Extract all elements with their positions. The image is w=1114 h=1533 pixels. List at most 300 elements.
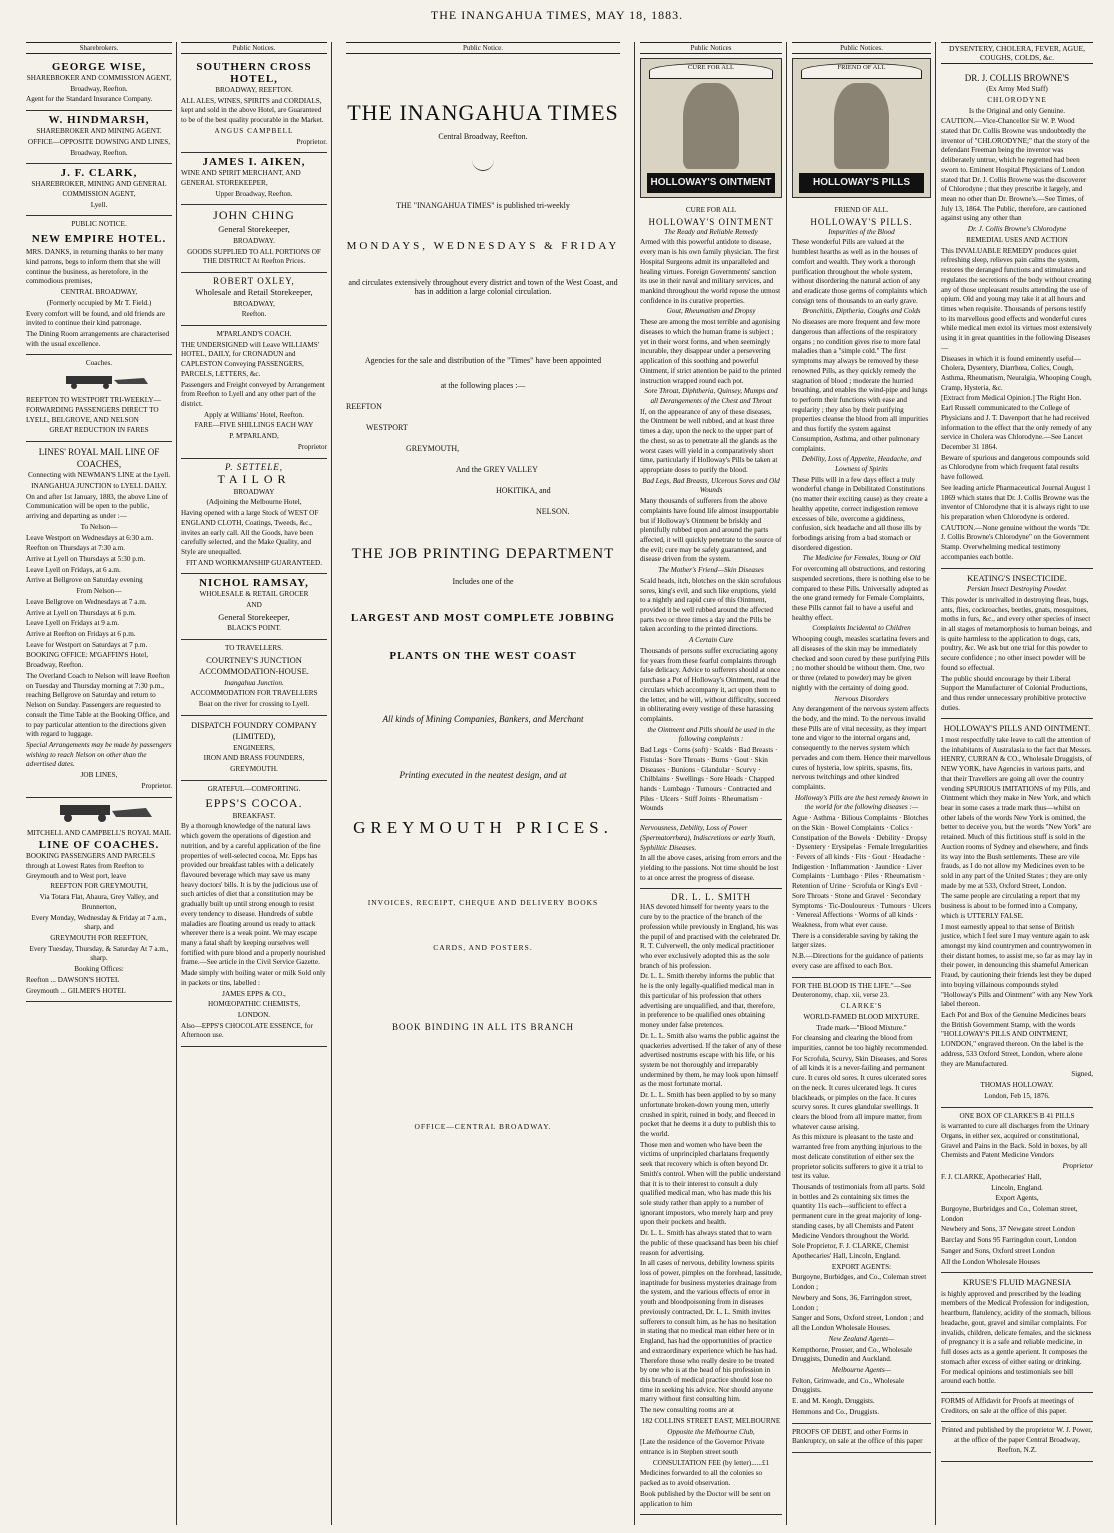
ad-text: JOB LINES, [80, 771, 118, 780]
ad-text: The new consulting rooms are at [640, 1406, 735, 1415]
notice-text: and circulates extensively throughout every district and town of the West Coast, and has in addition a large colonial circulation. [348, 278, 618, 296]
notice-text: INVOICES, RECEIPT, CHEQUE AND DELIVERY BOOKS [367, 898, 599, 907]
ad-text: Trade mark—"Blood Mixture." [816, 1023, 907, 1032]
coach-illustration-icon [26, 801, 166, 823]
ad-title: NEW EMPIRE HOTEL. [31, 233, 167, 246]
ad-text: In all the above cases, arising from errors and the yielding to the passions. Not time should be lost to at once arrest the progress of disease. [640, 854, 782, 882]
ad-text: Via Totara Flat, Ahaura, Grey Valley, and Brunnerton, [39, 893, 159, 911]
ad-text: FARE—FIVE SHILLINGS EACH WAY [194, 421, 314, 430]
ad-text: HOMŒOPATHIC CHEMISTS, [208, 1000, 300, 1009]
ad-text: This powder is unrivalled in destroying fleas, bugs, ants, flies, cockroaches, beetles, gnats, mosquitoes, moths in furs, &c., and every other species of insect in all stages of metamorphosis to human beings, and is quite harmless to the application to dogs, cats, poultry, &c. We ask but one trial for this powder to secure confidence ; no other insect powder will be found so effectual. [941, 595, 1092, 672]
ad-title: COURTNEY'S JUNCTION ACCOMMODATION-HOUSE. [199, 654, 309, 677]
ad-text: FIT AND WORKMANSHIP GUARANTEED. [185, 558, 323, 567]
ad-text: Whooping cough, measles scarlatina fevers and all diseases of the skin may be immediately checked and soon cured by these purifying Pills ; no mother should be without them. One, two or three (related to powder) may be given nightly with the certainty of doing good. [792, 635, 930, 692]
ad-keating [941, 569, 1093, 720]
banner-text: FRIEND OF ALL [837, 64, 886, 71]
timetable-row: Leave Bellgrove on Wednesdays at 7 a.m. [26, 597, 147, 606]
ad-address: GREYMOUTH. [230, 765, 278, 774]
ad-text: The Dining Room arrangements are characterised with the usual excellence. [26, 329, 170, 348]
ad-text: Many thousands of sufferers from the above complaints have found life almost insupportable but if Holloway's Ointment be briskly and plentifully rubbed upon and around the parts affected, it will quickly penetrate to the source of the evil; cure may be safely guaranteed, and disease driven from the system. [640, 497, 782, 564]
ad-text: The public should encourage by their Liberal Support the Manufacturer of Colonial Productions, and thus render unnecessary prohibitive protective duties. [941, 674, 1088, 712]
ad-text: I most earnestly appeal to that sense of British justice, which I feel sure I may venture again to ask amongst my kind countrymen and countrywomen in their distant homes, to assist me, so far as may lay in their power, in denouncing this shameful American Fraud, by cautioning their friends lest they be duped into buying villainous compounds styled "Holloway's Pills and Ointment" with any New York label thereon. [941, 922, 1093, 1009]
holloway-pills-illustration [792, 58, 931, 198]
ad-text: Proprietor [1062, 1162, 1093, 1171]
timetable-row: Leave Westport on Wednesdays at 6:30 a.m. [26, 533, 154, 542]
ad-text: CURE FOR ALL [685, 206, 737, 214]
ad-text: WINE AND SPIRIT MERCHANT, AND GENERAL STOREKEEPER, [181, 169, 301, 188]
timetable-row: Leave Lyell on Fridays, at 6 a.m. [26, 565, 121, 574]
ad-text: Dr. L. L. Smith has been applied to by so many unfortunate broken-down young men, utterly crushed in spirit, ruined in body, and fleeced in pocket that he deems it a duty to publish this to the world. [640, 1091, 776, 1138]
column-rule [634, 42, 635, 1525]
ad-text: These wonderful Pills are valued at the humblest hearths as well as in the houses of comfort and wealth. They work a thorough purification throughout the whole system, without disordering the natural action of any and eradicate those germs of complaints which consign tens of thousands to an early grave. [792, 238, 927, 305]
ad-text: CAUTION.—Vice-Chancellor Sir W. P. Wood stated that Dr. Collis Browne was undoubtedly the inventor of "CHLORODYNE;" that the story of the defendant Freeman being the inventor was deliberately untrue, which he regretted had been sworn to. Eminent Hospital Physicians of London stated that Dr. J. Collis Browne was the discoverer of Chlorodyne ; that they prescribe it largely, and mean no other than Dr. Browne's.—See Times, of July 13, 1864. The Public, therefore, are cautioned against using any other than [941, 117, 1090, 223]
ad-text: [Late the residence of the Governor Private entrance is in Stephen street south [640, 1438, 765, 1456]
ad-subhead: Sore Throat, Diphtheria, Quinsey, Mumps and all Derangements of the Chest and Throat [644, 387, 778, 405]
notice-heading: PLANTS ON THE WEST COAST [389, 650, 577, 662]
ad-text: is warranted to cure all discharges from the Urinary Organs, in either sex, acquired or constitutional, Gravel and Pains in the Back. Sold in boxes, by all Chemists and Patent Medicine Vendors [941, 1122, 1090, 1160]
ad-text: HAS devoted himself for twenty years to the cure by to the practice of the branch of the profession while previously in England, his was the pupil of and practised with the celebrated Dr. R. T. Culverwell, the only medical practitioner who ever exclusively adopted this as the sole branch of his profession. [640, 903, 781, 970]
ad-desc: SHAREBROKER AND MINING AGENT. [36, 127, 162, 136]
ad-oxley [181, 273, 327, 326]
ad-text: Any derangement of the nervous system affects the body, and the mind. To the nervous invalid these Pills are of vital necessity, as they impart tone and vigor to the internal organs and, consequently to the nerves system which pervades and com them. Hence their marvellous cures of hysteria, low spirits, spasms, fits, nervous twitchings and other kindred complaints. [792, 705, 931, 791]
column-central-notice [332, 42, 634, 1525]
column-head: Public Notices. [181, 42, 327, 54]
ad-text: For overcoming all obstructions, and restoring suspended secretions, there is nothing else to be compared to these Pills. Universally adopted as the one grand remedy for Female Complaints, these Pills cannot fail to have a useful and healthy effect. [792, 565, 930, 622]
ad-subhead: the Ointment and Pills should be used in the following complaints : [647, 725, 775, 744]
ad-text: F. J. CLARKE, Apothecaries' Hall, [941, 1172, 1042, 1181]
ad-list: Ague · Asthma · Bilious Complaints · Blotches on the Skin · Bowel Complaints · Colics · Constipation of the Bowels · Debility · Dropsy · Dysentery · Erysipelas · Female Irregularities · Fevers of all kinds · Fits · Gout · Headache · Indigestion · Inflammation · Jaundice · Liver Complaints · Lumbago · Piles · Rheumatism · Retention of Urine · Scrofula or King's Evil · Sore Throats · Stone and Gravel · Secondary Symptoms · Tic-Douloureux · Tumours · Ulcers · Venereal Affections · Worms of all kinds · Weakness, from what ever cause. [792, 814, 931, 930]
ad-ramsay [181, 574, 327, 640]
column-sharebrokers [22, 42, 176, 1525]
ad-text: Special Arrangements may be made by passengers wishing to reach Nelson on other than the advertised dates. [26, 740, 172, 769]
ad-text: Medicines forwarded to all the colonies so packed as to avoid observation. [640, 1469, 763, 1488]
ad-text: In all cases of nervous, debility lowness spirits loss of power, pimples on the forehead, lassitude, inaptitude for business mysteries drainage from the system, and the various effects of error in youth and bloodpoisoning from in diseases previously contracted, Dr. L. L. Smith invites sufferers to consult him, as he has no hesitation in stating that no medical man either here or in England, has had the opportunities of practice and extraordinary experience which he has had. Therefore those who really desire to be treated by one who is at the head of his profession in this branch of medical practice should lose no time in seeking his advice. Nor should anyone marry without first consulting him. [640, 1259, 782, 1404]
ad-title: LINES' ROYAL MAIL LINE OF COACHES, [38, 446, 160, 470]
ad-title: HOLLOWAY'S PILLS AND OINTMENT. [943, 723, 1091, 734]
section-head: PUBLIC NOTICE. [71, 220, 127, 229]
agency-place: REEFTON [346, 402, 382, 411]
ad-text: GRATEFUL—COMFORTING. [207, 784, 301, 793]
ad-text: Burgoyne, Burbridges and Co., Coleman street, London [941, 1204, 1078, 1223]
ad-title: LINE OF COACHES. [38, 839, 160, 852]
ad-text: Dr. L. L. Smith has always stated that to warn the public of these quacksand has been his chief reason for advertising. [640, 1229, 779, 1257]
agency-list [346, 402, 620, 516]
ad-hindmarsh [26, 111, 172, 164]
ad-text: Each Pot and Box of the Genuine Medicines bears the British Government Stamp, with the words "HOLLOWAY'S PILLS AND OINTMENT, LONDON," engraved thereon. On the label is the address, 533 Oxford Street, London, where alone they are Manufactured. [941, 1011, 1086, 1068]
ad-text: BOOKING PASSENGERS AND PARCELS through at Lowest Rates from Reefton to Greymouth and to West port, leave [26, 852, 156, 880]
timetable-row: Arrive at Lyell on Thursdays at 5:30 p.m. [26, 555, 146, 563]
agency-place: And the GREY VALLEY [456, 465, 538, 474]
ad-text: FOR THE BLOOD IS THE LIFE."—See Deuteronomy, chap. xii, verse 23. [792, 981, 912, 1000]
allegorical-figure-icon [834, 83, 889, 169]
ad-text: Is the Original and only Genuine. [968, 106, 1066, 115]
ad-text: Melbourne Agents— [831, 1365, 892, 1374]
ad-address: Upper Broadway, Reefton. [215, 189, 293, 198]
timetable-row: Arrive at Lyell on Thursdays at 6 p.m. [26, 608, 136, 617]
ad-text: Hemmons and Co., Druggists. [792, 1407, 880, 1416]
ad-kruse-magnesia [941, 1273, 1093, 1393]
ad-desc: WHOLESALE & RETAIL GROCER [199, 590, 309, 599]
notice-text: Agencies for the sale and distribution of the "Times" have been appointed [364, 356, 602, 365]
ad-text: Nervousness, Debility, Loss of Power (Spermatorrhœa), Indiscretions or early Youth, Syphilitic Diseases. [640, 824, 776, 852]
ad-text: If, on the appearance of any of these diseases, the Ointment be well rubbed, and at least three times a day, upon the neck to the upper part of the chest, so as to penetrate all the glands as the worst cases will yield in a comparatively short time, particularly if Holloway's Pills be taken at appropriate doses to purify the blood. [640, 407, 778, 474]
ad-title: KRUSE'S FLUID MAGNESIA [962, 1277, 1072, 1288]
ad-text: From Nelson— [76, 587, 122, 596]
ad-address: Broadway, Reefton. [70, 84, 128, 93]
ad-text: Proprietor. [141, 781, 172, 790]
column-head: Public Notice. [346, 42, 620, 54]
ad-address: Broadway, Reefton. [70, 148, 128, 157]
ad-text: is highly approved and prescribed by the leading members of the Medical Profession for indigestion, heartburn, flatulency, acidity of the stomach, bilious headache, gout, gravel and similar complaints. For invalids, children, delicate females, and the sickness of pregnancy it is a safe and reliable medicine, in full doses acts as a gentle aperient. It composes the stomach after excess of either eating or drinking. For medical opinions and testimonials see bill around each bottle. [941, 1289, 1092, 1386]
coach-illustration-icon [26, 370, 166, 390]
ad-text: There is a considerable saving by taking the larger sizes. [792, 931, 919, 950]
ad-desc: SHAREBROKER AND COMMISSION AGENT, [26, 74, 172, 82]
ad-text: REEFTON FOR GREYMOUTH, [50, 882, 148, 891]
ad-text: Armed with this powerful antidote to disease, every man is his own family physician. The first Hospital Surgeons admit its unparalleled and healing virtues. Foreign Governments' sanction its use in their naval and military services, and mankind throughout the world repose the utmost confidence in its curative properties. [640, 238, 781, 305]
ad-text: Connecting with NEWMAN'S LINE at the Lyell. [27, 471, 171, 480]
notice-text: CARDS, AND POSTERS. [433, 943, 533, 952]
ad-text: (Ex Army Med Staff) [986, 85, 1048, 94]
ad-mparland [181, 326, 327, 459]
ad-southern-cross [181, 58, 327, 153]
column-head: DYSENTERY, CHOLERA, FEVER, AGUE, COUGHS, COLDS, &c. [941, 42, 1093, 64]
ad-settele [181, 459, 327, 575]
ad-title: HOLLOWAY'S PILLS. [810, 216, 913, 227]
ad-subhead: REMEDIAL USES AND ACTION [966, 235, 1068, 244]
illustration-label: HOLLOWAY'S OINTMENT [647, 173, 775, 193]
column-rule [935, 42, 936, 1525]
ad-subhead: Impurities of the Blood [828, 227, 895, 236]
ad-text: ANGUS CAMPBELL [214, 126, 294, 135]
ad-text: ACCOMMODATION FOR TRAVELLERS [190, 689, 318, 698]
ad-text: Also—EPPS'S CHOCOLATE ESSENCE, for Afternoon use. [181, 1021, 313, 1040]
section-head: Coaches. [85, 359, 113, 368]
ad-title: SOUTHERN CROSS HOTEL, [196, 61, 312, 85]
ad-text: EXPORT AGENTS: [831, 1262, 892, 1271]
ad-text: Export Agents, [995, 1194, 1039, 1203]
ad-desc: SHAREBROKER, MINING AND GENERAL COMMISSION AGENT, [31, 180, 167, 199]
ad-text: Proprietor [297, 442, 327, 451]
ad-proofs-of-debt [792, 1424, 931, 1453]
ad-clarke-pills [941, 1108, 1093, 1274]
ad-text: Reefton ... DAWSON'S HOTEL [26, 975, 120, 984]
ad-dispatch-foundry [181, 716, 327, 781]
ad-text: To Nelson— [80, 522, 118, 531]
job-printing-title: THE JOB PRINTING DEPARTMENT [351, 546, 615, 562]
ad-text: FORMS of Affidavit for Proofs at meetings of Creditors, on sale at the office of this paper. [941, 1396, 1075, 1415]
ad-holloway-warning [941, 719, 1093, 1107]
ad-text: JAMES EPPS & CO., [222, 989, 286, 998]
agency-place: WESTPORT [366, 423, 408, 432]
ad-title: EPPS'S COCOA. [205, 795, 303, 810]
ad-text: Sole Proprietor, F. J. CLARKE, Chemist Apothecaries' Hall, Lincoln, England. [792, 1242, 909, 1261]
ad-title: W. HINDMARSH, [48, 114, 150, 127]
timetable-row: Leave Lyell on Fridays at 9 a.m. [26, 619, 120, 628]
ad-text: CONSULTATION FEE (by letter)......£1 [652, 1458, 770, 1467]
holloway-ointment-illustration [640, 58, 782, 198]
ad-address: BROADWAY, REEFTON. [215, 86, 293, 94]
ad-text: Burgoyne, Burbidges, and Co., Coleman street London ; [792, 1273, 927, 1292]
ad-address: Opposite the Melbourne Club, [667, 1427, 755, 1436]
ad-title: DR. J. COLLIS BROWNE'S [964, 73, 1070, 83]
ad-lines-coaches [26, 442, 172, 798]
imprint [941, 1422, 1093, 1461]
ad-text: E. and M. Keogh, Druggists. [792, 1397, 875, 1406]
column-head: Sharebrokers. [26, 42, 172, 54]
column-head: Public Notices. [792, 42, 931, 54]
ad-text: GREAT REDUCTION IN FARES [49, 426, 149, 435]
ad-subhead: A Certain Cure [689, 636, 733, 645]
ad-text: Diseases in which it is found eminently useful—Cholera, Dysentery, Diarrhœa, Colics, Cough, Asthma, Rheumatism, Neuralgia, Whooping Cough, Cramp, Hysteria, &c. [941, 354, 1092, 392]
ad-text: (Adjoining the Melbourne Hotel, [206, 498, 302, 507]
ad-text: The same people are circulating a report that my business is about to be formed into a Company, which is UTTERLY FALSE. [941, 892, 1081, 920]
ad-text: (Formerly occupied by Mr T. Field.) [46, 298, 152, 307]
ad-subhead: The Medicine for Females, Young or Old [802, 554, 921, 563]
masthead: THE INANGAHUA TIMES, MAY 18, 1883. [430, 8, 684, 22]
column-head: Public Notices [640, 42, 782, 54]
ad-subhead: Nervous Disorders [834, 694, 889, 703]
notice-prices: GREYMOUTH PRICES. [353, 818, 613, 837]
ad-text: New Zealand Agents— [828, 1334, 895, 1343]
timetable-row: Arrive at Bellgrove on Saturday evening [26, 576, 143, 585]
ad-text: Barclay and Sons 95 Farringdon court, London [941, 1236, 1077, 1245]
ad-address: BLACK'S POINT. [227, 624, 281, 633]
column-holloway-ointment [636, 42, 786, 1525]
ad-subhead: Holloway's Pills are the best remedy known in the world for the following diseases :— [795, 793, 928, 812]
column-notices [177, 42, 331, 1525]
ad-address: Lyell. [90, 200, 108, 209]
allegorical-figure-icon [683, 83, 739, 169]
ad-desc: WORLD-FAMED BLOOD MIXTURE. [803, 1012, 920, 1021]
ad-text: On and after 1st January, 1883, the above Line of Communication will be open to the public, arriving and departing as under :— [26, 492, 168, 521]
ad-text: PROOFS OF DEBT, and other Forms in Bankruptcy, on sale at the office of this paper [792, 1427, 923, 1446]
ad-title: KEATING'S INSECTICIDE. [967, 572, 1067, 583]
ad-title: M'PARLAND'S COACH. [216, 330, 292, 338]
ad-text: Felton, Grimwade, and Co., Wholesale Druggists. [792, 1376, 905, 1395]
ad-desc: TAILOR [217, 471, 291, 486]
ad-text: INANGAHUA JUNCTION to LYELL DAILY. [31, 481, 167, 490]
timetable-row: Arrive at Reefton on Fridays at 6 p.m. [26, 630, 136, 639]
ad-text: BOOKING OFFICE: M'GAFFIN'S Hotel, Broadway, Reefton. [26, 651, 148, 670]
ad-text: CAUTION.—None genuine without the words "Dr. J. Collis Browne's Chlorodyne" on the Government Stamp. Overwhelming medical testimony accompanies each bottle. [941, 523, 1090, 561]
ad-subhead: The Mother's Friend—Skin Diseases [658, 566, 764, 575]
ad-address: Inangahua Junction. [224, 678, 284, 687]
ad-title: ONE BOX OF CLARKE'S B 41 PILLS [959, 1111, 1075, 1120]
ad-text: FRIEND OF ALL. [834, 206, 889, 214]
ad-text: Book published by the Doctor will be sent on application to him [640, 1489, 771, 1508]
illustration-label: HOLLOWAY'S PILLS [799, 173, 924, 193]
ad-address: LONDON. [237, 1011, 271, 1019]
ad-text: The Overland Coach to Nelson will leave Reefton on Tuesday and Thursday morning at 7:30 p.m., reaching Bellgrove on Saturday and return to Nelson on Sunday. Passengers are requested to consult the Time Table at the Booking Office, and to pay particular attention to the directions given with regard to luggage. [26, 671, 170, 739]
ad-subhead: Bad Legs, Bad Breasts, Ulcerous Sores and Old Wounds [642, 476, 780, 495]
ad-subhead: Debility, Loss of Appetite, Headache, and Lowness of Spirits [801, 455, 922, 473]
ad-title: ROBERT OXLEY, [213, 276, 295, 287]
ad-text: Having opened with a large Stock of WEST OF ENGLAND CLOTH, Coatings, Tweeds, &c., invites an early call. All the Goods, have been carefully selected, and the Make Quality, and Style are unequalled. [181, 509, 319, 556]
ad-text: GREYMOUTH FOR REEFTON, [50, 934, 148, 942]
ad-title: HOLLOWAY'S OINTMENT [648, 216, 774, 227]
ad-text: By a thorough knowledge of the natural laws which govern the operations of digestion and nutrition, and by a careful application of the fine properties of well-selected cocoa, Mr. Epps has provided our breakfast tables with a delicately flavoured beverage which may save us many heavy doctors' bills. It is by the judicious use of such articles of diet that a constitution may be gradually built up until strong enough to resist every tendency to disease. Hundreds of subtle maladies are floating around us ready to attack wherever there is a weak point. We may escape many a fatal shaft by keeping ourselves well fortified with pure blood and a properly nourished frame.—See article in the Civil Service Gazette. [181, 822, 326, 967]
ad-text: OFFICE—OPPOSITE DOWSING AND LINES, [27, 137, 171, 146]
ad-text: Boat on the river for crossing to Lyell. [198, 700, 310, 709]
ad-text: Thousands of persons suffer excruciating agony for years from these fearful complaints through false delicacy. Advice to sufferers should at once purchase a Pot of Holloway's Ointment, read the circulars which accompany it, act upon them to the letter, and he will, without difficulty, succeed in obliterating every vestige of these harassing complaints. [640, 646, 781, 723]
ad-title: JAMES I. AIKEN, [202, 156, 306, 169]
ad-desc: General Storekeeper, [218, 224, 290, 235]
ad-text: This INVALUABLE REMEDY produces quiet refreshing sleep, relieves pain calms the system, restores the deranged functions and stimulates and regulates the secretions of the body without creating any of those unpleasant results attending the use of opium. Old and young may take it at all hours and times when requisite. Thousands of persons testify to its marvellous good effects and wonderful cures while medical men extol its virtues most extensively using it in great quantities in the following Diseases— [941, 246, 1093, 352]
ad-text: Sanger and Sons, Oxford street, London ; and all the London Wholesale Houses. [792, 1314, 924, 1333]
ad-mitchell-campbell [26, 798, 172, 1003]
ad-john-ching [181, 205, 327, 273]
ad-text: Kempthorne, Prosser, and Co., Wholesale Druggists, Dunedin and Auckland. [792, 1345, 913, 1364]
ad-address: BROADWAY. [233, 236, 275, 245]
ad-list: Bad Legs · Corns (soft) · Scalds · Bad Breasts · Fistulas · Sore Throats · Burns · Gout · Skin Diseases · Bunions · Glandular · Scurvy · Chilblains · Swellings · Sore Heads · Chapped hands · Lumbago · Tumours · Contracted and Piles · Ulcers · Stiff Joints · Rheumatism · Wounds [640, 746, 778, 813]
ad-text: Greymouth ... GILMER'S HOTEL [26, 986, 126, 995]
notice-text: at the following places :— [440, 381, 526, 390]
ad-text: Every Monday, Wednesday & Friday at 7 a.m., sharp, and [31, 913, 167, 932]
ad-address: CENTRAL BROADWAY, [60, 288, 138, 297]
ad-text: Dr. L. L. Smith also warns the public against the quackeries advertised. If the taker of any of these advertised nostrums escape with his life, or his system be not thoroughly and irreparably undermined by them, he may look upon himself as the most fortunate mortal. [640, 1031, 782, 1089]
banner-text: CURE FOR ALL [687, 64, 735, 71]
ad-text: REEFTON TO WESTPORT TRI-WEEKLY—FORWARDING PASSENGERS DIRECT TO LYELL, BELGROVE, AND NELSON [26, 396, 161, 424]
ad-empire-hotel [26, 216, 172, 355]
ad-forms [941, 1393, 1093, 1422]
ad-clark [26, 164, 172, 216]
ad-nervous [640, 820, 782, 889]
notice-text: BOOK BINDING IN ALL ITS BRANCH [392, 1022, 574, 1032]
newspaper-address: Central Broadway, Reefton. [438, 132, 528, 141]
ad-text: As this mixture is pleasant to the taste and warranted free from anything injurious to the most delicate constitution of either sex the proprietor solicits sufferers to give it a trial to test its value. [792, 1133, 923, 1181]
ad-title: DR. L. L. SMITH [671, 892, 751, 903]
ad-address: 182 COLLINS STREET EAST, MELBOURNE [641, 1416, 781, 1425]
banner-icon [801, 63, 922, 79]
ad-text: Proprietor. [296, 137, 327, 146]
agency-place: NELSON. [536, 507, 570, 516]
ad-text: These Pills will in a few days effect a truly wonderful change in Debilitated Constitutions (no matter their exciting cause) as they create a healthy appetite, correct indigestion remove excesses of bile, overcome a giddiness, confusion, sick headache and all those ills by forbodings arising from a bad stomach or disordered digestion. [792, 475, 928, 552]
notice-office: OFFICE—CENTRAL BROADWAY. [414, 1122, 552, 1131]
ad-text: Thousands of testimonials from all parts. Sold in bottles and 2s containing six times the quantity 11s each—sufficient to effect a permanent cure in the great majority of long-standing cases, by all Chemists and Patent Medicine Vendors throughout the World. [792, 1183, 925, 1240]
newspaper-title: THE INANGAHUA TIMES [347, 100, 619, 125]
ad-title: NICHOL RAMSAY, [199, 577, 309, 590]
ad-text: No diseases are more frequent and few more dangerous than affections of the respiratory organs ; no condition gives rise to more fatal maladies than a "simple cold." The first symptoms may always be removed by these renowned Pills, as they quickly remedy the stagnation of blood ; moderate the hurried breathing, and enables the wind-pipe and lungs to perform their functions with ease and regularity ; they also by their purifying properties cleanse the blood from all impurities and thus fortify the system against Consumption, Asthma, and other pulmonary complaints. [792, 318, 929, 453]
ad-text: P. M'PARLAND, [229, 432, 279, 441]
ad-text: N.B.—Directions for the guidance of patients every case are affixed to each Box. [792, 952, 924, 970]
ad-text: Newbery and Sons, 37 Newgate street London [941, 1225, 1075, 1234]
ad-title: JOHN CHING [213, 208, 295, 223]
ad-desc: Wholesale and Retail Storekeeper, [195, 287, 313, 298]
banner-icon [649, 63, 773, 79]
ad-text: Passengers and Freight conveyed by Arrangement from Reefton to Lyell and any other part of the district. [181, 380, 325, 409]
notice-text: THE "INANGAHUA TIMES" is published tri-weekly [396, 201, 570, 210]
ad-text: See leading article Pharmaceutical Journal August 1 1869 which states that Dr. J. Collis Browne was the inventor of Chlorodyne that it is always right to use his preparation when Chlorodyne is ordered. [941, 483, 1091, 522]
ad-clarke-blood-mixture [792, 978, 931, 1424]
ad-text: Every Tuesday, Thursday, & Saturday At 7 a.m., sharp. [29, 944, 169, 963]
agency-place: GREYMOUTH, [406, 444, 460, 453]
ad-text: Those men and women who have been the victims of unprincipled charlatans frequently seek that recovery which is often beyond Dr. Smith's control. When will the public understand that it is to their interest to consult a duly qualified medical man, who has made this his sole study rather than apply to a number of ignorant impostors, who merely harp and prey upon their pockets and health. [640, 1140, 781, 1227]
ad-george-wise [26, 58, 172, 111]
ad-text: For Scrofula, Scurvy, Skin Diseases, and Sores of all kinds it is a never-failing and permanent cure. It cures old sores. It cures ulcerated sores on the neck. It cures ulcerated legs. It cures blackheads, or pimples on the face. It cures scurvy sores. It cures glandular swellings. It clears the blood from all impure matter, from whatever cause arising. [792, 1054, 928, 1131]
ad-text: MITCHELL AND CAMPBELL'S ROYAL MAIL [26, 828, 172, 837]
ad-text: TO TRAVELLERS. [225, 644, 283, 652]
ad-text: I most respectfully take leave to call the attention of the inhabitants of Australasia to the fact that Messrs. HENRY, CURRAN & CO., Wholesale Druggists, of NEW YORK, have Agencies in various parts, and that their Travellers are going all over the country vending SPURIOUS IMITATIONS of my Pills, and Ointment which they make in New York, and which bear in some cases a trade mark thus—whilst on other labels of the words New York is omitted, the better to deceive you, but the words "New York" are retained. Much of this fictitious stuff is sold in the Auction rooms of Sydney and elsewhere, and finds its way into the Bush settlements. These are vile frauds, as I do not allow my Medicines even to be sold in any part of the United States ; they are only made by me at 533, Oxford Street, London. [941, 735, 1093, 890]
agency-place: HOKITIKA, and [496, 486, 551, 495]
ad-epps-cocoa [181, 781, 327, 1047]
notice-days: MONDAYS, WEDNESDAYS & FRIDAY [346, 240, 620, 252]
ad-text: These are among the most terrible and agonising diseases to which the human frame is subject ; yet in their worst forms, and when seemingly incurable, they disappear under a persevering application of this soothing and powerful Ointment, if strict attention be paid to the printed instruction wrapped round each pot. [640, 318, 782, 385]
ad-subhead: Dr. J. Collis Browne's Chlorodyne [967, 225, 1067, 234]
ad-desc: Persian Insect Destroying Powder. [967, 585, 1067, 594]
ad-text: Scald heads, itch, blotches on the skin scrofulous sores, king's evil, and such like eruptions, yield to a nightly and rapid cure of this Ointment, provided it be well rubbed around the affected parts two or three times a day and the Pills be taken according to the printed directions. [640, 576, 782, 634]
ad-text: [Extract from Medical Opinion.] The Right Hon. Earl Russell communicated to the College of Physicians and J. T. Davenport that he had received information to the effect that the only remedy of any service in Cholera was Chlorodyne.—See Lancet December 31 1864. [941, 394, 1092, 452]
ad-subhead: The Ready and Reliable Remedy [664, 227, 758, 236]
ad-subhead: Gout, Rheumatism and Dropsy [666, 307, 756, 316]
ad-title: GEORGE WISE, [51, 61, 147, 73]
ad-text: Dr. L. L. Smith thereby informs the public that he is the only legally-qualified medical man in this particular of his profession that others advertising are unqualified, and that, therefore, in preference to be qualified ones obtaining money under false pretences. [640, 972, 775, 1030]
column-rule [786, 42, 787, 1525]
ad-text: MRS. DANKS, in returning thanks to her many kind patrons, begs to inform them that she will continue the business, as heretofore, in the commodious premises, [26, 248, 164, 286]
notice-heading: LARGEST AND MOST COMPLETE JOBBING [350, 612, 616, 624]
imprint-text: Printed and published by the proprietor W. J. Power, at the office of the paper Central Broadway, Reefton, N.Z. [941, 1426, 1093, 1454]
ad-dr-smith [640, 889, 782, 1515]
ad-holloway-pills [792, 202, 931, 978]
ad-title: CHLORODYNE [987, 95, 1047, 104]
ad-address: BROADWAY [233, 487, 275, 496]
ad-desc: BREAKFAST. [232, 811, 276, 820]
ornament-divider [472, 149, 494, 171]
ad-text: AND [246, 601, 262, 610]
ad-text: Made simply with boiling water or milk Sold only in packets or tins, labelled : [181, 969, 326, 987]
ad-address: Reefton. [241, 310, 267, 319]
ad-text: Newbery and Sons, 36, Farringdon street, London ; [792, 1293, 912, 1312]
notice-text: Printing executed in the neatest design, and at [399, 770, 567, 780]
ad-courtney [181, 640, 327, 716]
ad-text: Beware of spurious and dangerous compounds sold as Chlorodyne from which frequent fatal results have followed. [941, 453, 1090, 482]
ad-text: THE UNDERSIGNED will Leave WILLIAMS' HOTEL, DAILY, for CRONADUN and CAPLESTON Conveying PASSENGERS, PARCELS, LETTERS, &c. [181, 340, 320, 378]
ad-address: BROADWAY, [233, 299, 275, 308]
ad-text: Lincoln, England. [991, 1183, 1043, 1192]
ad-subhead: Complaints Incidental to Children [812, 624, 911, 633]
ad-title: J. F. CLARK, [60, 167, 138, 180]
ad-title: P. SETTELE, [224, 461, 284, 472]
ad-aiken [181, 153, 327, 205]
ad-chlorodyne [941, 68, 1093, 569]
ad-text: Every comfort will be found, and old friends are invited to continue their kind patronage. [26, 309, 166, 328]
ad-title: DISPATCH FOUNDRY COMPANY (LIMITED), [190, 719, 318, 742]
ad-holloway-ointment [640, 202, 782, 820]
column-patent-medicines [937, 42, 1097, 1525]
timetable-row: Leave for Westport on Saturdays at 7 p.m. [26, 640, 148, 649]
ad-text: GOODS SUPPLIED TO ALL PORTIONS OF THE DISTRICT At Reefton Prices. [187, 247, 321, 266]
column-holloway-pills [788, 42, 935, 1525]
ad-coaches [26, 355, 172, 442]
notice-text: All kinds of Mining Companies, Bankers, and Merchant [382, 714, 584, 724]
ad-text: Sanger and Sons, Oxford street London [941, 1246, 1055, 1255]
ad-text: All the London Wholesale Houses [941, 1257, 1040, 1266]
ad-text: London, Feb 15, 1876. [984, 1091, 1050, 1100]
ad-desc: General Storekeeper, [218, 611, 290, 622]
ad-text: ENGINEERS, [233, 743, 275, 752]
timetable-row: Reefton on Thursdays at 7:30 a.m. [26, 544, 126, 553]
notice-text: Includes one of the [452, 577, 514, 586]
ad-text: Signed, [1071, 1070, 1093, 1079]
ad-text: Apply at Williams' Hotel, Reefton. [204, 410, 304, 419]
ad-title: CLARKE'S [840, 1002, 883, 1011]
ad-text: THOMAS HOLLOWAY. [980, 1081, 1054, 1090]
ad-text: Agent for the Standard Insurance Company. [26, 95, 153, 104]
ad-text: ALL ALES, WINES, SPIRITS and CORDIALS, kept and sold in the above Hotel, are Guaranteed to be of the best quality procurable in the Market. [181, 96, 324, 125]
ad-text: For cleansing and clearing the blood from impurities, cannot be too highly recommended. [792, 1034, 928, 1052]
ad-text: IRON AND BRASS FOUNDERS, [203, 754, 305, 763]
ad-subhead: Bronchitis, Diptheria, Coughs and Colds [802, 307, 921, 316]
ad-text: Booking Offices: [74, 965, 124, 974]
